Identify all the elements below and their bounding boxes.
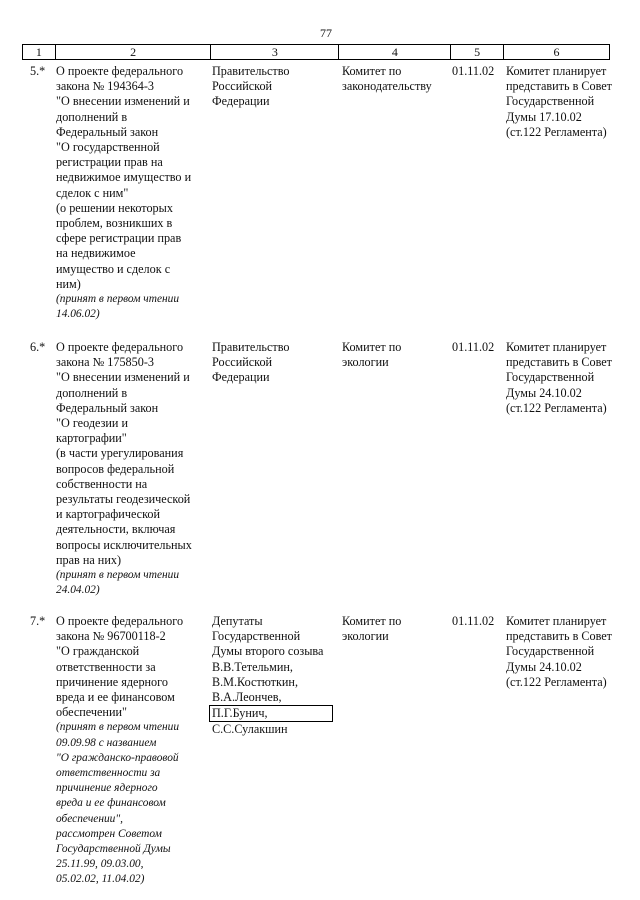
description-line: вопросы исключительных bbox=[56, 537, 192, 552]
description-line: 05.02.02, 11.04.02) bbox=[56, 873, 145, 886]
description-line: "О гражданско-правовой bbox=[56, 751, 179, 764]
table-header-row bbox=[22, 44, 610, 60]
description-line: картографии" bbox=[56, 431, 127, 446]
description-line: "О внесении изменений и bbox=[56, 94, 190, 109]
description-line: недвижимое имущество и bbox=[56, 170, 192, 185]
description-line: О проекте федерального bbox=[56, 614, 184, 628]
description-line: "О геодезии и bbox=[56, 416, 128, 431]
description-line: (в части урегулирования bbox=[56, 446, 184, 461]
initiator-line: С.С.Сулакшин bbox=[212, 722, 288, 737]
header-cell-1: 1 bbox=[35, 45, 42, 59]
committee-line: Комитет по bbox=[342, 614, 402, 628]
committee-plan bbox=[506, 614, 616, 690]
initiator-line: Думы второго созыва bbox=[212, 644, 324, 659]
date: 01.11.02 bbox=[452, 64, 495, 78]
initiator-line: Российской bbox=[212, 79, 273, 94]
header-cell-3: 3 bbox=[210, 45, 338, 59]
description-line: причинение ядерного bbox=[56, 782, 158, 795]
header-cell-4: 4 bbox=[338, 45, 450, 59]
description-line: 09.09.98 с названием bbox=[56, 736, 157, 749]
description-line: обеспечении" bbox=[56, 705, 127, 720]
description-line: регистрации прав на bbox=[56, 155, 163, 170]
description-line: закона № 194364-3 bbox=[56, 79, 154, 94]
description-line: Федеральный закон bbox=[56, 400, 159, 415]
committee-line: экологии bbox=[342, 629, 389, 644]
committee bbox=[342, 340, 452, 370]
header-cell-5: 5 bbox=[450, 45, 503, 59]
plan-line: представить в Совет bbox=[506, 355, 613, 370]
description-line: Государственной Думы bbox=[56, 843, 171, 856]
plan-line: Государственной bbox=[506, 370, 595, 385]
description-line: обеспечении", bbox=[56, 812, 123, 825]
initiator bbox=[212, 614, 340, 738]
description-line: (принят в первом чтении bbox=[56, 569, 180, 582]
description-line: причинение ядерного bbox=[56, 674, 168, 689]
plan-line: Комитет планирует bbox=[506, 340, 607, 354]
description-line: 25.11.99, 09.03.00, bbox=[56, 858, 144, 871]
description-line: О проекте федерального bbox=[56, 340, 184, 354]
description-line: ним) bbox=[56, 276, 81, 291]
header-cell-2: 2 bbox=[55, 45, 211, 59]
initiator-line: Депутаты bbox=[212, 614, 263, 628]
plan-line: Думы 17.10.02 bbox=[506, 109, 582, 124]
plan-line: (ст.122 Регламента) bbox=[506, 674, 607, 689]
plan-line: Государственной bbox=[506, 644, 595, 659]
bill-description bbox=[56, 64, 212, 322]
row-number: 5.* bbox=[30, 64, 46, 78]
description-line: деятельности, включая bbox=[56, 522, 176, 537]
description-line: проблем, возникших в bbox=[56, 216, 173, 231]
initiator-line bbox=[212, 705, 340, 722]
initiator bbox=[212, 340, 340, 386]
plan-line: Думы 24.10.02 bbox=[506, 385, 582, 400]
initiator-line: Государственной bbox=[212, 629, 301, 644]
initiator-line: В.А.Леончев, bbox=[212, 690, 282, 705]
row-number: 6.* bbox=[30, 340, 46, 354]
committee-plan bbox=[506, 340, 616, 416]
committee bbox=[342, 64, 452, 94]
description-line: О проекте федерального bbox=[56, 64, 184, 78]
initiator bbox=[212, 64, 340, 110]
description-line: сделок с ним" bbox=[56, 185, 129, 200]
bill-description bbox=[56, 614, 212, 888]
description-line: дополнений в bbox=[56, 385, 128, 400]
description-line: (принят в первом чтении bbox=[56, 721, 180, 734]
description-line: закона № 175850-3 bbox=[56, 355, 154, 370]
description-line: ответственности за bbox=[56, 659, 156, 674]
initiator-line: В.М.Костюткин, bbox=[212, 674, 298, 689]
initiator-line: Федерации bbox=[212, 370, 270, 385]
date: 01.11.02 bbox=[452, 614, 495, 628]
description-line: 24.04.02) bbox=[56, 584, 100, 597]
plan-line: (ст.122 Регламента) bbox=[506, 400, 607, 415]
header-cell-6: 6 bbox=[503, 45, 609, 59]
description-line: собственности на bbox=[56, 476, 148, 491]
date: 01.11.02 bbox=[452, 340, 495, 354]
page-number: 77 bbox=[320, 26, 332, 40]
description-line: и картографической bbox=[56, 507, 160, 522]
plan-line: Думы 24.10.02 bbox=[506, 659, 582, 674]
initiator-line: В.В.Тетельмин, bbox=[212, 659, 293, 674]
initiator-line-boxed: П.Г.Бунич, bbox=[209, 705, 333, 722]
description-line: 14.06.02) bbox=[56, 308, 100, 321]
description-line: имущество и сделок с bbox=[56, 261, 171, 276]
committee-plan bbox=[506, 64, 616, 140]
description-line: результаты геодезической bbox=[56, 492, 191, 507]
description-line: на недвижимое bbox=[56, 246, 136, 261]
description-line: "О гражданской bbox=[56, 644, 140, 659]
description-line: "О внесении изменений и bbox=[56, 370, 190, 385]
plan-line: Комитет планирует bbox=[506, 614, 607, 628]
description-line: ответственности за bbox=[56, 767, 161, 780]
description-line: вреда и ее финансовом bbox=[56, 797, 166, 810]
initiator-line: Российской bbox=[212, 355, 273, 370]
description-line: сфере регистрации прав bbox=[56, 231, 182, 246]
description-line: рассмотрен Советом bbox=[56, 827, 162, 840]
description-line: (принят в первом чтении bbox=[56, 293, 180, 306]
description-line: прав на них) bbox=[56, 552, 122, 567]
committee-line: Комитет по bbox=[342, 340, 402, 354]
row-number: 7.* bbox=[30, 614, 46, 628]
description-line: вопросов федеральной bbox=[56, 461, 175, 476]
bill-description bbox=[56, 340, 212, 598]
description-line: закона № 96700118-2 bbox=[56, 629, 166, 644]
description-line: "О государственной bbox=[56, 140, 160, 155]
description-line: вреда и ее финансовом bbox=[56, 690, 175, 705]
committee-line: экологии bbox=[342, 355, 389, 370]
initiator-line: Правительство bbox=[212, 64, 290, 78]
committee-line: законодательству bbox=[342, 79, 432, 94]
initiator-line: Федерации bbox=[212, 94, 270, 109]
plan-line: Государственной bbox=[506, 94, 595, 109]
committee bbox=[342, 614, 452, 644]
plan-line: Комитет планирует bbox=[506, 64, 607, 78]
plan-line: (ст.122 Регламента) bbox=[506, 124, 607, 139]
description-line: (о решении некоторых bbox=[56, 200, 173, 215]
plan-line: представить в Совет bbox=[506, 629, 613, 644]
committee-line: Комитет по bbox=[342, 64, 402, 78]
description-line: Федеральный закон bbox=[56, 124, 159, 139]
plan-line: представить в Совет bbox=[506, 79, 613, 94]
initiator-line: Правительство bbox=[212, 340, 290, 354]
description-line: дополнений в bbox=[56, 109, 128, 124]
